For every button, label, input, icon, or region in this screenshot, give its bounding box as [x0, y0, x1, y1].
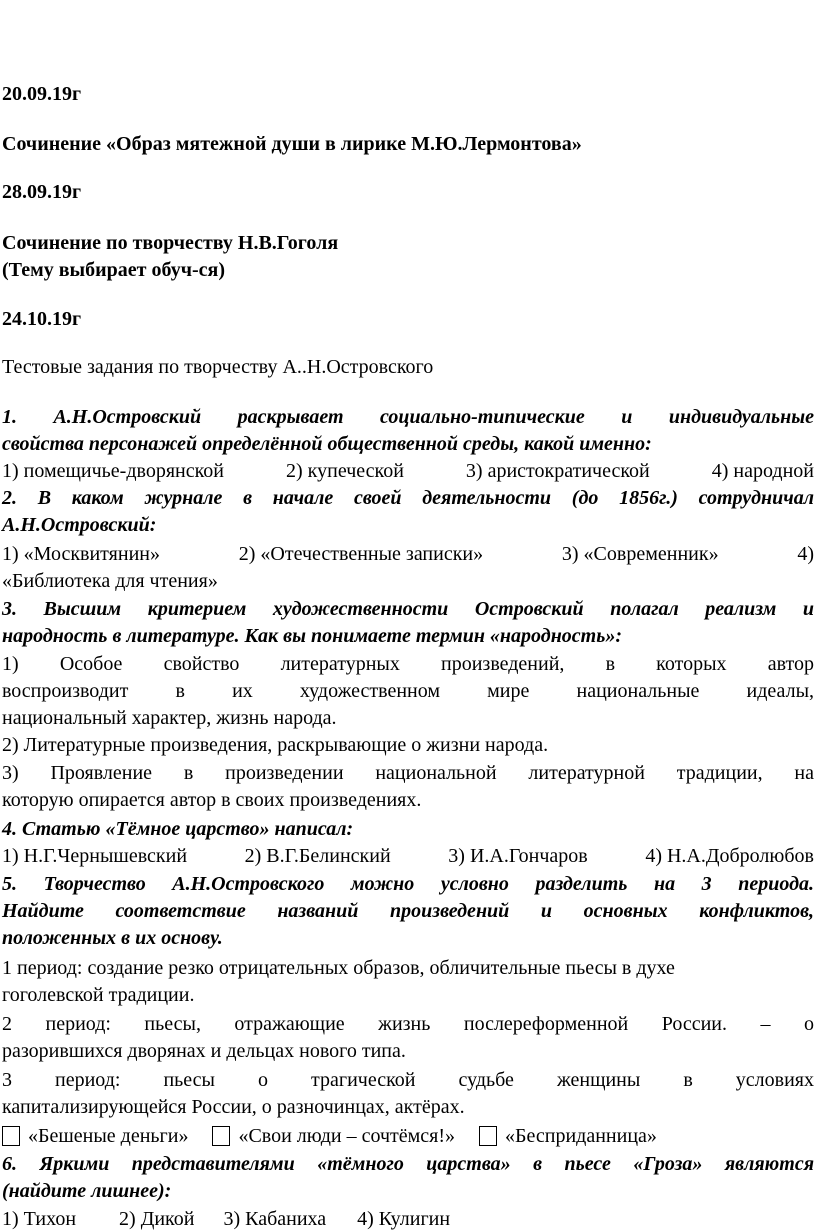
essay-1-title: Сочинение «Образ мятежной души в лирике М.Ю.Лермонтова» — [2, 133, 582, 155]
q5-text-line-3: положенных в их основу. — [2, 927, 223, 949]
q3-answer-2: 2) Литературные произведения, раскрывающие о жизни народа. — [2, 734, 549, 756]
q6-text-line-1: 6. Яркими представителями «тёмного царства» в пьесе «Гроза» являются — [2, 1153, 814, 1175]
date-2: 28.09.19г — [2, 181, 82, 203]
q5-period-3-line-2: капитализирующейся России, о разночинцах, актёрах. — [2, 1096, 465, 1118]
q6-option-3: 3) Кабаниха — [223, 1208, 327, 1230]
q2-options — [2, 542, 814, 566]
q4-text: 4. Статью «Тёмное царство» написал: — [2, 818, 354, 840]
q5-period-1-line-1: 1 период: создание резко отрицательных образов, обличительные пьесы в духе — [2, 957, 675, 979]
q3-text-line-2: народность в литературе. Как вы понимаете термин «народность»: — [2, 625, 623, 647]
q4-option-2: 2) В.Г.Белинский — [244, 845, 391, 867]
q4-option-3: 3) И.А.Гончаров — [448, 845, 588, 867]
q6-text-line-2: (найдите лишнее): — [2, 1180, 172, 1202]
q3-answer-1-line-3: национальный характер, жизнь народа. — [2, 707, 337, 729]
play-3-label: «Бесприданница» — [505, 1125, 657, 1147]
q1-text-line-1: 1. А.Н.Островский раскрывает социально-типические и индивидуальные — [2, 406, 814, 428]
q1-options — [2, 459, 814, 483]
q3-answer-1-line-2: воспроизводит в их художественном мире национальные идеалы, — [2, 680, 814, 702]
q2-option-2: 2) «Отечественные записки» — [238, 543, 484, 565]
essay-2-note: (Тему выбирает обуч-ся) — [2, 259, 226, 281]
q5-period-1-line-2: гоголевской традиции. — [2, 984, 195, 1006]
date-3: 24.10.19г — [2, 308, 82, 330]
q1-option-4: 4) народной — [711, 460, 814, 482]
q5-plays-row — [2, 1124, 814, 1148]
q1-option-3: 3) аристократической — [465, 460, 650, 482]
q3-answer-3-line-1: 3) Проявление в произведении национальной литературной традиции, на — [2, 762, 814, 784]
date-1: 20.09.19г — [2, 83, 82, 105]
test-heading: Тестовые задания по творчеству А..Н.Островского — [2, 356, 434, 378]
q1-option-1: 1) помещичье-дворянской — [2, 460, 225, 482]
q6-options — [2, 1207, 814, 1231]
q6-option-1: 1) Тихон — [2, 1208, 77, 1230]
q3-answer-1-line-1: 1) Особое свойство литературных произведений, в которых автор — [2, 653, 814, 675]
play-1-label: «Бешеные деньги» — [28, 1125, 189, 1147]
play-2-label: «Свои люди – сочтёмся!» — [238, 1125, 456, 1147]
q2-option-1: 1) «Москвитянин» — [2, 543, 160, 565]
q2-text-line-2: А.Н.Островский: — [2, 514, 157, 536]
play-2-checkbox[interactable] — [212, 1126, 230, 1146]
q3-answer-3-line-2: которую опирается автор в своих произведениях. — [2, 789, 422, 811]
q3-text-line-1: 3. Высшим критерием художественности Островский полагал реализм и — [2, 598, 814, 620]
q2-text-line-1: 2. В каком журнале в начале своей деятельности (до 1856г.) сотрудничал — [2, 487, 814, 509]
q5-period-2-line-2: разорившихся дворянах и дельцах нового типа. — [2, 1040, 406, 1062]
q5-text-line-1: 5. Творчество А.Н.Островского можно условно разделить на 3 периода. — [2, 873, 814, 895]
q4-option-4: 4) Н.А.Добролюбов — [645, 845, 814, 867]
play-1-checkbox[interactable] — [2, 1126, 20, 1146]
essay-2-title: Сочинение по творчеству Н.В.Гоголя — [2, 232, 339, 254]
q4-options — [2, 844, 814, 868]
q2-option-4-text: «Библиотека для чтения» — [2, 570, 218, 592]
q2-option-4: 4) — [797, 543, 814, 565]
q4-option-1: 1) Н.Г.Чернышевский — [2, 845, 188, 867]
q5-period-3-line-1: 3 период: пьесы о трагической судьбе женщины в условиях — [2, 1069, 814, 1091]
q1-text-line-2: свойства персонажей определённой общественной среды, какой именно: — [2, 433, 652, 455]
play-3-checkbox[interactable] — [479, 1126, 497, 1146]
q6-option-4: 4) Кулигин — [357, 1208, 451, 1230]
q1-option-2: 2) купеческой — [286, 460, 404, 482]
q5-text-line-2: Найдите соответствие названий произведений и основных конфликтов, — [2, 900, 814, 922]
q2-option-3: 3) «Современник» — [561, 543, 719, 565]
q6-option-2: 2) Дикой — [119, 1208, 195, 1230]
q5-period-2-line-1: 2 период: пьесы, отражающие жизнь послереформенной России. – о — [2, 1013, 814, 1035]
